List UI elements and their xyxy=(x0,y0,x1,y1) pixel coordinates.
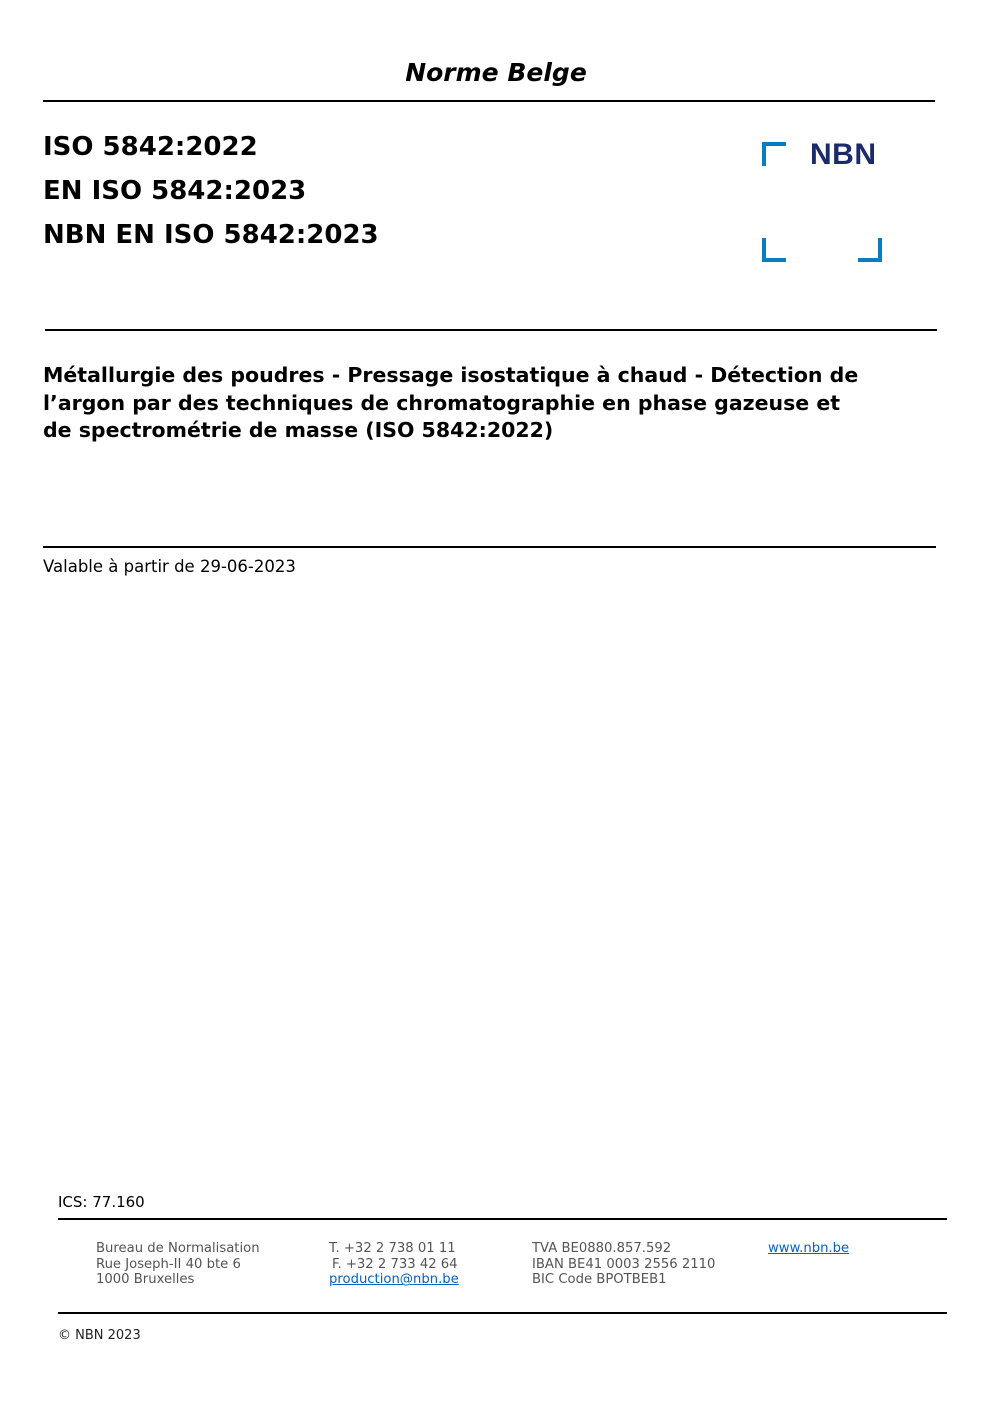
ics-code: ICS: 77.160 xyxy=(58,1193,145,1211)
address-line: Rue Joseph-II 40 bte 6 xyxy=(96,1256,241,1272)
website-link[interactable]: www.nbn.be xyxy=(768,1241,850,1256)
phone-number: T. +32 2 738 01 11 xyxy=(329,1241,456,1256)
address-line: Bureau de Normalisation xyxy=(96,1241,260,1256)
footer-contact xyxy=(329,1241,459,1288)
copyright: © NBN 2023 xyxy=(58,1328,141,1343)
divider-footer-top xyxy=(58,1218,947,1220)
header-title: Norme Belge xyxy=(405,58,587,87)
divider-top xyxy=(43,100,935,102)
divider-validity xyxy=(43,546,936,548)
email-link[interactable]: production@nbn.be xyxy=(329,1272,459,1288)
address-line: 1000 Bruxelles xyxy=(96,1272,195,1288)
standard-code-en: EN ISO 5842:2023 xyxy=(43,176,307,206)
footer-bank xyxy=(532,1241,715,1288)
document-title: Métallurgie des poudres - Pressage isostatique à chaud - Détection de l’argon par des techniques de chromatographie en phase gazeuse et de spectrométrie de masse (ISO 5842:2022) xyxy=(43,363,859,442)
footer-address xyxy=(96,1241,260,1288)
divider-mid xyxy=(45,329,937,331)
footer-website xyxy=(768,1241,849,1257)
bic-code: BIC Code BPOTBEB1 xyxy=(532,1272,667,1288)
validity-date: Valable à partir de 29-06-2023 xyxy=(43,557,296,576)
iban-number: IBAN BE41 0003 2556 2110 xyxy=(532,1256,716,1272)
standard-code-nbn: NBN EN ISO 5842:2023 xyxy=(43,220,379,250)
divider-footer-bottom xyxy=(58,1312,947,1314)
logo-text: NBN xyxy=(810,138,877,171)
fax-number: F. +32 2 733 42 64 xyxy=(332,1256,458,1272)
vat-number: TVA BE0880.857.592 xyxy=(532,1241,672,1256)
standard-code-iso: ISO 5842:2022 xyxy=(43,132,258,162)
